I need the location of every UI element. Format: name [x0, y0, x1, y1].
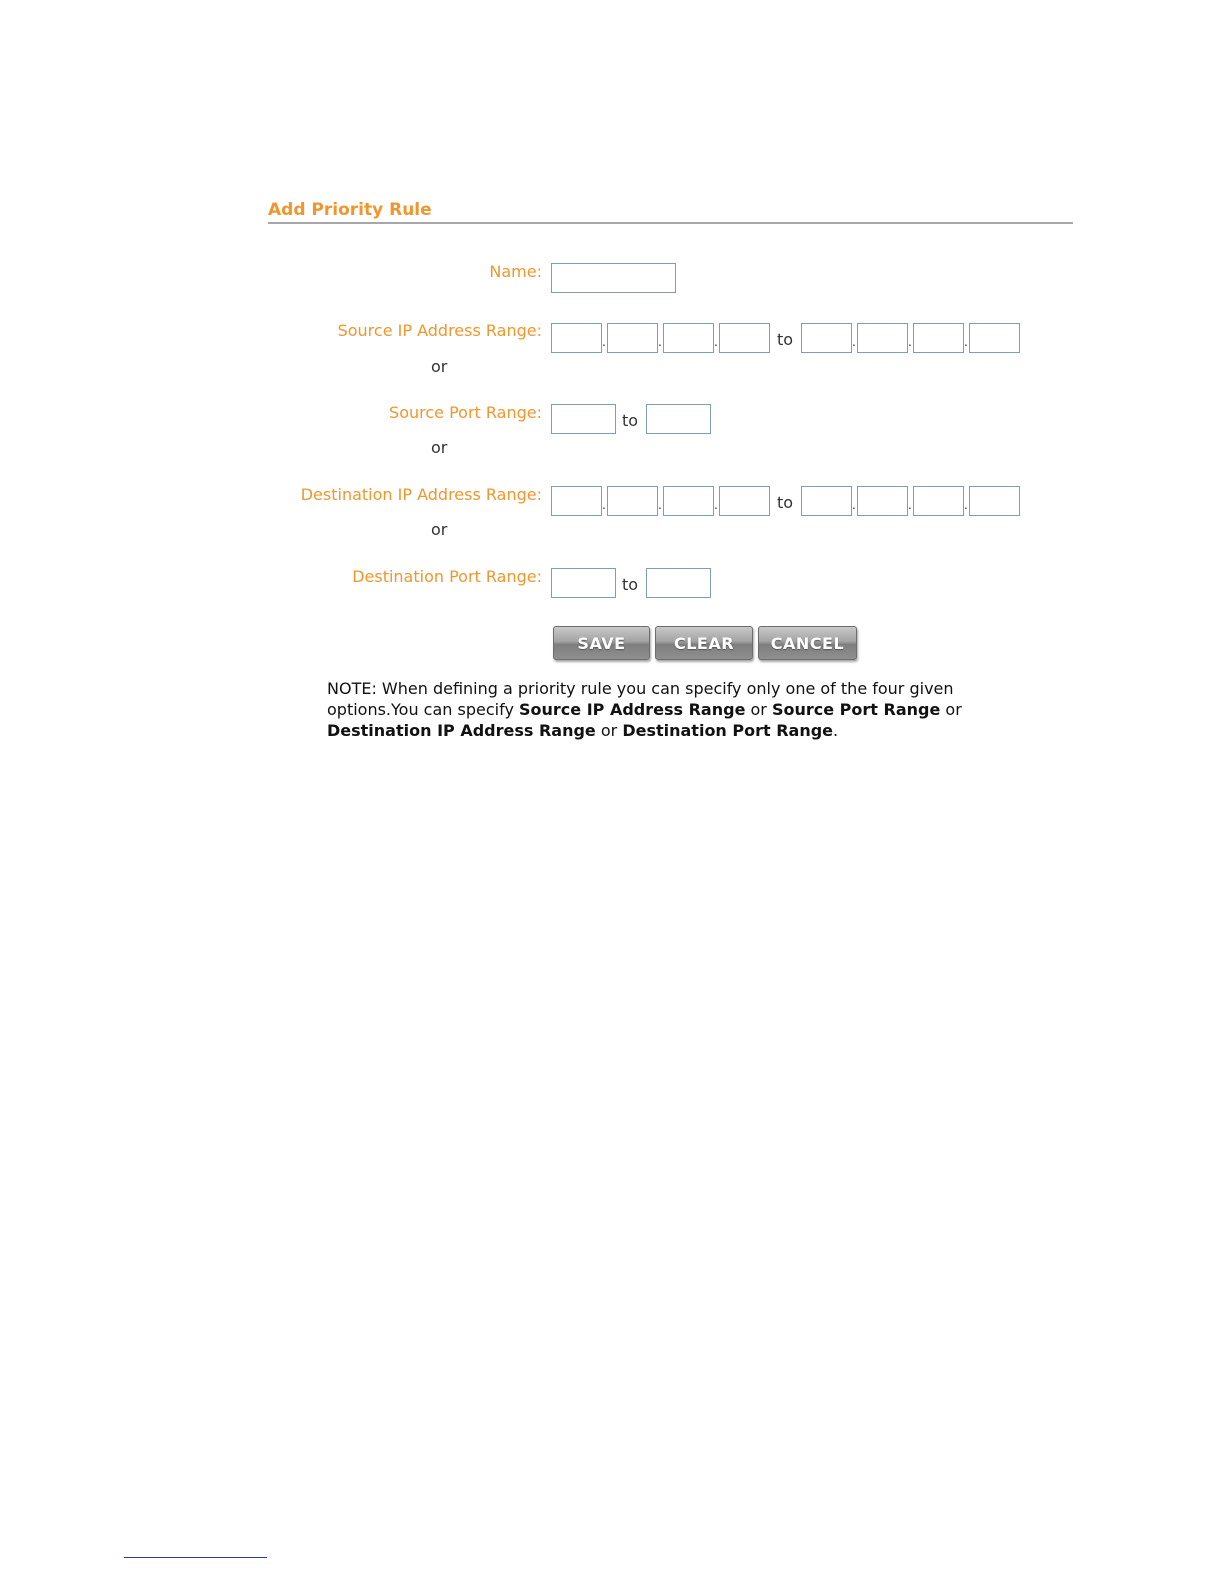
source-ip-end-octet-4[interactable] — [969, 323, 1020, 353]
save-button[interactable]: SAVE — [553, 626, 650, 660]
note-option-dest-port: Destination Port Range — [622, 721, 834, 740]
ip-dot: . — [964, 335, 968, 349]
ip-dot: . — [908, 498, 912, 512]
range-to-text: to — [777, 493, 794, 512]
source-ip-start-octet-1[interactable] — [551, 323, 602, 353]
dest-ip-end-octet-3[interactable] — [913, 486, 964, 516]
ip-dot: . — [852, 335, 856, 349]
note-separator: or — [745, 700, 772, 719]
section-title: Add Priority Rule — [268, 200, 432, 220]
source-ip-start-octet-3[interactable] — [663, 323, 714, 353]
range-to-text: to — [777, 330, 794, 349]
ip-dot: . — [602, 498, 606, 512]
ip-dot: . — [658, 335, 662, 349]
ip-dot: . — [602, 335, 606, 349]
dest-port-label: Destination Port Range: — [352, 567, 542, 586]
or-separator: or — [431, 438, 448, 457]
range-to-text: to — [622, 575, 639, 594]
footnote-divider — [124, 1557, 267, 1558]
or-separator: or — [431, 520, 448, 539]
note-option-source-ip: Source IP Address Range — [519, 700, 746, 719]
ip-dot: . — [908, 335, 912, 349]
source-ip-end-octet-1[interactable] — [801, 323, 852, 353]
name-input[interactable] — [551, 263, 676, 293]
note-option-dest-ip: Destination IP Address Range — [327, 721, 596, 740]
ip-dot: . — [714, 335, 718, 349]
ip-dot: . — [852, 498, 856, 512]
source-ip-start-octet-4[interactable] — [719, 323, 770, 353]
note-separator: or — [940, 700, 962, 719]
name-label: Name: — [489, 262, 542, 281]
ip-dot: . — [658, 498, 662, 512]
source-ip-end-octet-3[interactable] — [913, 323, 964, 353]
note-separator: or — [595, 721, 623, 740]
source-port-start-input[interactable] — [551, 404, 616, 434]
source-port-end-input[interactable] — [646, 404, 711, 434]
note-suffix: . — [833, 721, 839, 740]
note-text — [327, 678, 1007, 741]
section-divider — [268, 222, 1073, 224]
note-option-source-port: Source Port Range — [771, 700, 941, 719]
note-prefix: NOTE: When defining a priority rule you can specify only one of the four given options.You can specify — [327, 679, 954, 719]
cancel-button[interactable]: CANCEL — [758, 626, 857, 660]
dest-port-start-input[interactable] — [551, 568, 616, 598]
clear-button[interactable]: CLEAR — [655, 626, 753, 660]
dest-ip-label: Destination IP Address Range: — [300, 485, 542, 504]
source-ip-label: Source IP Address Range: — [337, 321, 542, 340]
dest-ip-start-octet-3[interactable] — [663, 486, 714, 516]
dest-port-end-input[interactable] — [646, 568, 711, 598]
dest-ip-end-octet-2[interactable] — [857, 486, 908, 516]
or-separator: or — [431, 357, 448, 376]
range-to-text: to — [622, 411, 639, 430]
dest-ip-end-octet-1[interactable] — [801, 486, 852, 516]
dest-ip-start-octet-2[interactable] — [607, 486, 658, 516]
ip-dot: . — [964, 498, 968, 512]
source-ip-start-octet-2[interactable] — [607, 323, 658, 353]
source-port-label: Source Port Range: — [389, 403, 542, 422]
source-ip-end-octet-2[interactable] — [857, 323, 908, 353]
dest-ip-end-octet-4[interactable] — [969, 486, 1020, 516]
dest-ip-start-octet-1[interactable] — [551, 486, 602, 516]
ip-dot: . — [714, 498, 718, 512]
dest-ip-start-octet-4[interactable] — [719, 486, 770, 516]
